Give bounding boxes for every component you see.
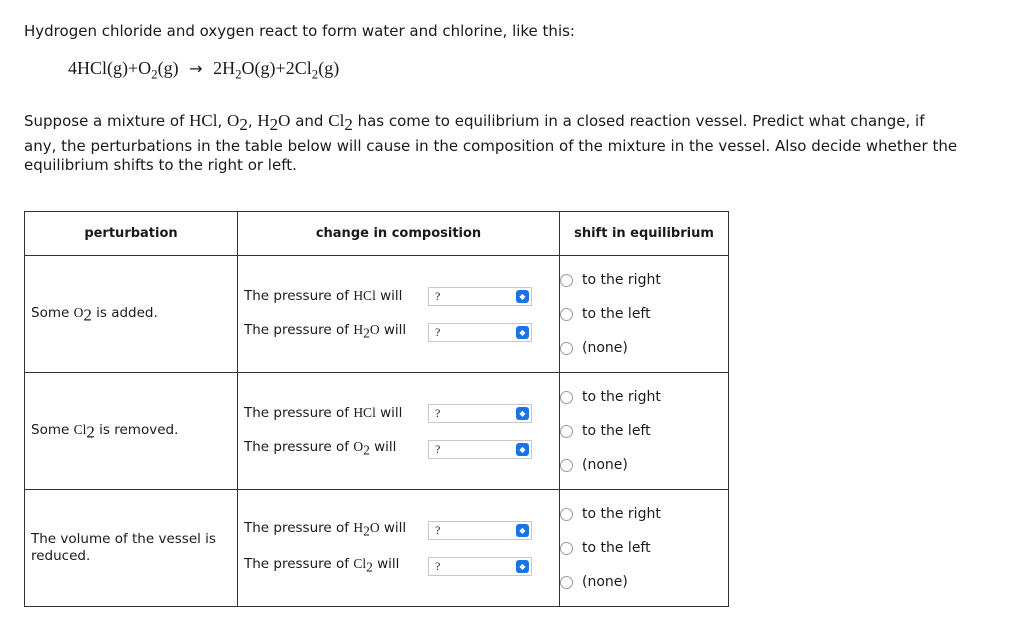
radio-icon[interactable] [560,308,573,321]
table-row [25,256,729,373]
perturbation-cell: Some $O_2$ is added. [25,256,238,373]
radio-icon[interactable] [560,342,573,355]
change-row: The pressure of $H_2O$ will ? ◆ [238,512,559,548]
radio-option-left[interactable]: to the left [560,414,728,448]
updown-chevron-icon: ◆ [516,407,529,420]
header-change: change in composition [238,212,560,256]
radio-option-left[interactable]: to the left [560,297,728,331]
radio-icon[interactable] [560,459,573,472]
change-row: The pressure of $Cl_2$ will ? ◆ [238,548,559,584]
updown-chevron-icon: ◆ [516,560,529,573]
arrow-icon: → [189,59,203,78]
change-select[interactable]: ? ◆ [428,287,532,306]
change-row: The pressure of HCl will ? ◆ [238,395,559,431]
updown-chevron-icon: ◆ [516,524,529,537]
change-select[interactable]: ? ◆ [428,440,532,459]
radio-icon[interactable] [560,508,573,521]
perturbation-table [24,211,729,607]
radio-option-right[interactable]: to the right [560,380,728,414]
updown-chevron-icon: ◆ [516,290,529,303]
reaction-equation: $4HCl(g)+O_2(g) \to 2H_2O(g)+2Cl_2(g)$ [68,58,340,82]
change-cell [238,490,560,607]
change-cell [238,256,560,373]
perturbation-cell: The volume of the vessel is reduced. [25,490,238,607]
change-cell [238,373,560,490]
shift-cell [560,256,729,373]
radio-option-none[interactable]: (none) [560,448,728,482]
change-select[interactable]: ? ◆ [428,323,532,342]
instructions: Suppose a mixture of HCl, $O_2$, $H_2O$ and $Cl_2$ has come to equilibrium in a closed reaction vessel. Predict what change, if any, the perturbations in the table below will cause in the composition of the mixture in the vessel. Also decide whether the equilibrium shifts to the right or left. [24,111,958,174]
header-shift: shift in equilibrium [560,212,729,256]
radio-icon[interactable] [560,391,573,404]
radio-icon[interactable] [560,542,573,555]
change-row: The pressure of $O_2$ will ? ◆ [238,431,559,467]
header-perturbation: perturbation [25,212,238,256]
radio-option-none[interactable]: (none) [560,331,728,365]
radio-icon[interactable] [560,576,573,589]
perturbation-cell: Some $Cl_2$ is removed. [25,373,238,490]
change-select[interactable]: ? ◆ [428,557,532,576]
radio-option-right[interactable]: to the right [560,263,728,297]
table-row [25,373,729,490]
change-select[interactable]: ? ◆ [428,404,532,423]
radio-icon[interactable] [560,274,573,287]
shift-cell [560,490,729,607]
updown-chevron-icon: ◆ [516,443,529,456]
updown-chevron-icon: ◆ [516,326,529,339]
radio-option-none[interactable]: (none) [560,565,728,599]
intro-text: Hydrogen chloride and oxygen react to form water and chlorine, like this: [24,22,575,40]
table-row [25,490,729,607]
change-row: The pressure of HCl will ? ◆ [238,278,559,314]
shift-cell [560,373,729,490]
change-row: The pressure of $H_2O$ will ? ◆ [238,314,559,350]
radio-icon[interactable] [560,425,573,438]
radio-option-right[interactable]: to the right [560,497,728,531]
change-select[interactable]: ? ◆ [428,521,532,540]
radio-option-left[interactable]: to the left [560,531,728,565]
